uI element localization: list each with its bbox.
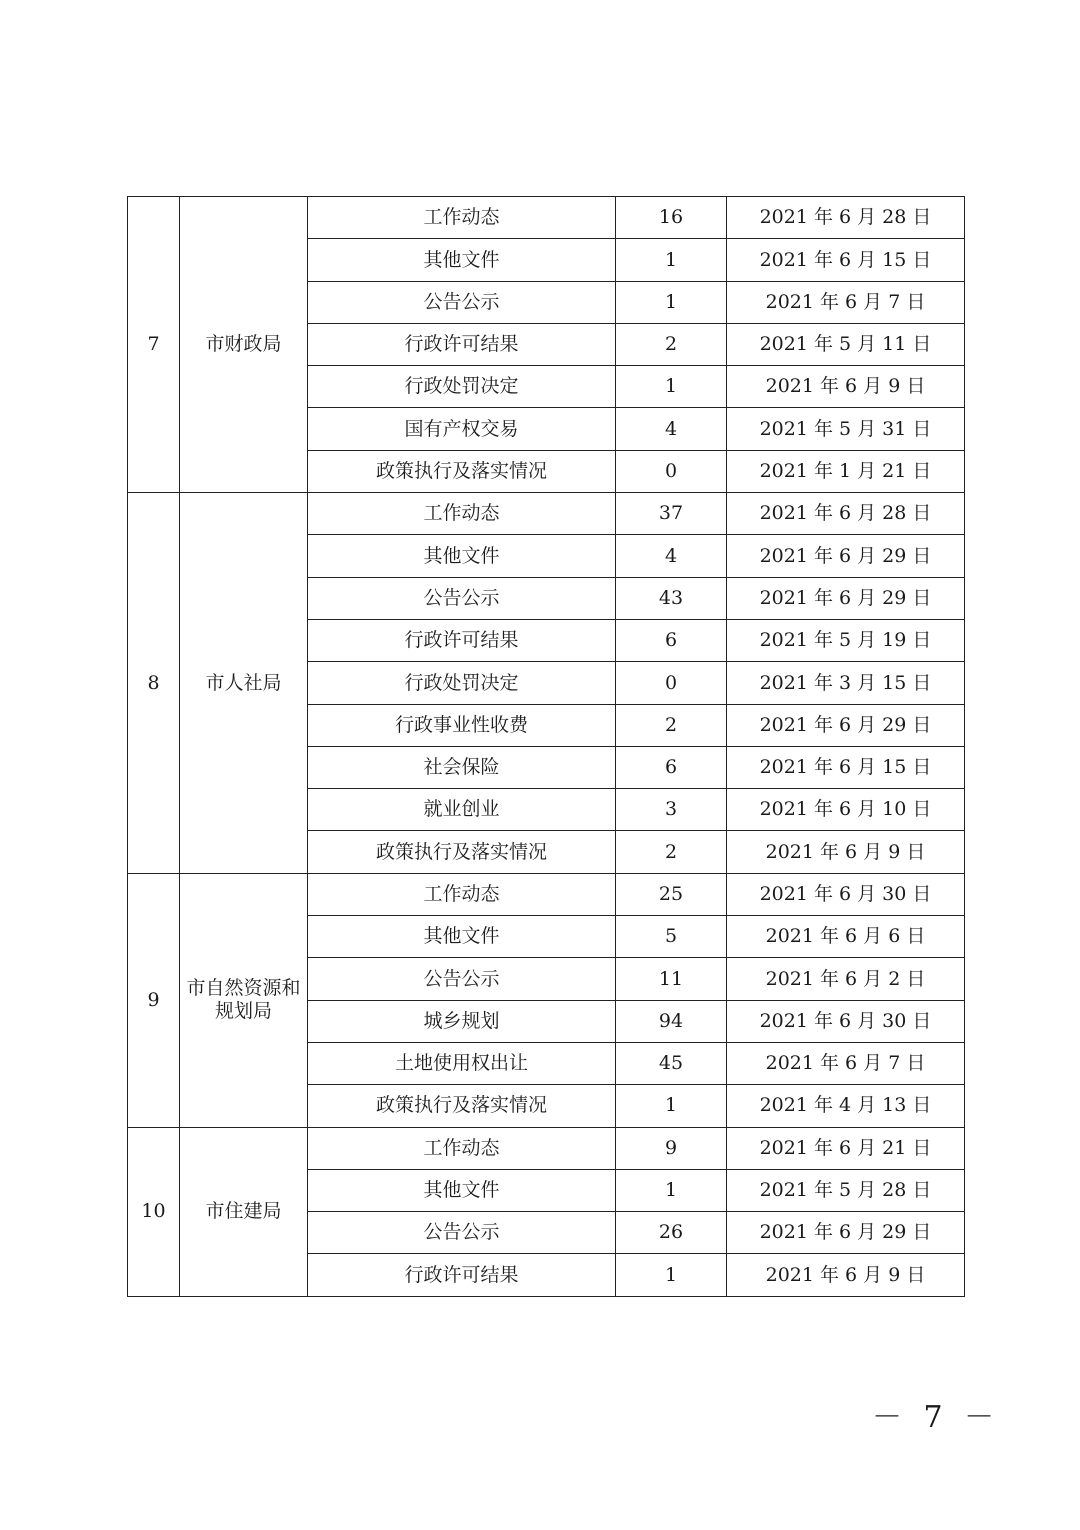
- row-number: 7: [128, 197, 180, 493]
- count-cell: 5: [616, 916, 727, 958]
- category-cell: 行政许可结果: [308, 1254, 616, 1296]
- date-cell: 2021 年 6 月 9 日: [727, 831, 965, 873]
- category-cell: 城乡规划: [308, 1000, 616, 1042]
- category-cell: 公告公示: [308, 577, 616, 619]
- count-cell: 1: [616, 1169, 727, 1211]
- count-cell: 11: [616, 958, 727, 1000]
- date-cell: 2021 年 6 月 29 日: [727, 1212, 965, 1254]
- org-name: 市人社局: [180, 493, 308, 874]
- count-cell: 37: [616, 493, 727, 535]
- count-cell: 16: [616, 197, 727, 239]
- category-cell: 政策执行及落实情况: [308, 450, 616, 492]
- date-cell: 2021 年 6 月 2 日: [727, 958, 965, 1000]
- category-cell: 其他文件: [308, 535, 616, 577]
- date-cell: 2021 年 6 月 30 日: [727, 873, 965, 915]
- count-cell: 2: [616, 704, 727, 746]
- count-cell: 4: [616, 535, 727, 577]
- date-cell: 2021 年 5 月 11 日: [727, 323, 965, 365]
- date-cell: 2021 年 3 月 15 日: [727, 662, 965, 704]
- count-cell: 1: [616, 366, 727, 408]
- date-cell: 2021 年 6 月 15 日: [727, 746, 965, 788]
- date-cell: 2021 年 1 月 21 日: [727, 450, 965, 492]
- count-cell: 2: [616, 323, 727, 365]
- table-row: [128, 1127, 965, 1169]
- count-cell: 1: [616, 1254, 727, 1296]
- row-number: 9: [128, 873, 180, 1127]
- date-cell: 2021 年 6 月 10 日: [727, 789, 965, 831]
- count-cell: 25: [616, 873, 727, 915]
- date-cell: 2021 年 6 月 29 日: [727, 577, 965, 619]
- date-cell: 2021 年 6 月 7 日: [727, 1042, 965, 1084]
- org-name: 市自然资源和规划局: [180, 873, 308, 1127]
- category-cell: 工作动态: [308, 197, 616, 239]
- category-cell: 社会保险: [308, 746, 616, 788]
- disclosure-table: [127, 196, 965, 1297]
- count-cell: 26: [616, 1212, 727, 1254]
- date-cell: 2021 年 5 月 31 日: [727, 408, 965, 450]
- count-cell: 43: [616, 577, 727, 619]
- date-cell: 2021 年 6 月 29 日: [727, 535, 965, 577]
- count-cell: 4: [616, 408, 727, 450]
- category-cell: 土地使用权出让: [308, 1042, 616, 1084]
- count-cell: 94: [616, 1000, 727, 1042]
- count-cell: 2: [616, 831, 727, 873]
- org-name: 市住建局: [180, 1127, 308, 1296]
- count-cell: 3: [616, 789, 727, 831]
- date-cell: 2021 年 5 月 28 日: [727, 1169, 965, 1211]
- table-row: [128, 493, 965, 535]
- count-cell: 0: [616, 662, 727, 704]
- date-cell: 2021 年 4 月 13 日: [727, 1085, 965, 1127]
- date-cell: 2021 年 6 月 9 日: [727, 366, 965, 408]
- category-cell: 公告公示: [308, 958, 616, 1000]
- table-row: [128, 197, 965, 239]
- count-cell: 1: [616, 1085, 727, 1127]
- category-cell: 政策执行及落实情况: [308, 831, 616, 873]
- page-number: － 7 －: [872, 1400, 1001, 1435]
- date-cell: 2021 年 6 月 21 日: [727, 1127, 965, 1169]
- count-cell: 9: [616, 1127, 727, 1169]
- date-cell: 2021 年 6 月 28 日: [727, 197, 965, 239]
- category-cell: 就业创业: [308, 789, 616, 831]
- date-cell: 2021 年 6 月 29 日: [727, 704, 965, 746]
- category-cell: 行政处罚决定: [308, 366, 616, 408]
- table-row: [128, 873, 965, 915]
- count-cell: 0: [616, 450, 727, 492]
- category-cell: 行政事业性收费: [308, 704, 616, 746]
- category-cell: 公告公示: [308, 1212, 616, 1254]
- category-cell: 其他文件: [308, 1169, 616, 1211]
- category-cell: 行政许可结果: [308, 619, 616, 661]
- date-cell: 2021 年 6 月 28 日: [727, 493, 965, 535]
- category-cell: 公告公示: [308, 281, 616, 323]
- category-cell: 工作动态: [308, 873, 616, 915]
- count-cell: 6: [616, 746, 727, 788]
- date-cell: 2021 年 6 月 15 日: [727, 239, 965, 281]
- category-cell: 国有产权交易: [308, 408, 616, 450]
- count-cell: 6: [616, 619, 727, 661]
- count-cell: 45: [616, 1042, 727, 1084]
- count-cell: 1: [616, 239, 727, 281]
- category-cell: 行政处罚决定: [308, 662, 616, 704]
- category-cell: 工作动态: [308, 1127, 616, 1169]
- category-cell: 政策执行及落实情况: [308, 1085, 616, 1127]
- category-cell: 其他文件: [308, 916, 616, 958]
- date-cell: 2021 年 6 月 30 日: [727, 1000, 965, 1042]
- category-cell: 工作动态: [308, 493, 616, 535]
- date-cell: 2021 年 6 月 6 日: [727, 916, 965, 958]
- date-cell: 2021 年 6 月 9 日: [727, 1254, 965, 1296]
- row-number: 10: [128, 1127, 180, 1296]
- row-number: 8: [128, 493, 180, 874]
- org-name: 市财政局: [180, 197, 308, 493]
- category-cell: 行政许可结果: [308, 323, 616, 365]
- date-cell: 2021 年 6 月 7 日: [727, 281, 965, 323]
- category-cell: 其他文件: [308, 239, 616, 281]
- count-cell: 1: [616, 281, 727, 323]
- date-cell: 2021 年 5 月 19 日: [727, 619, 965, 661]
